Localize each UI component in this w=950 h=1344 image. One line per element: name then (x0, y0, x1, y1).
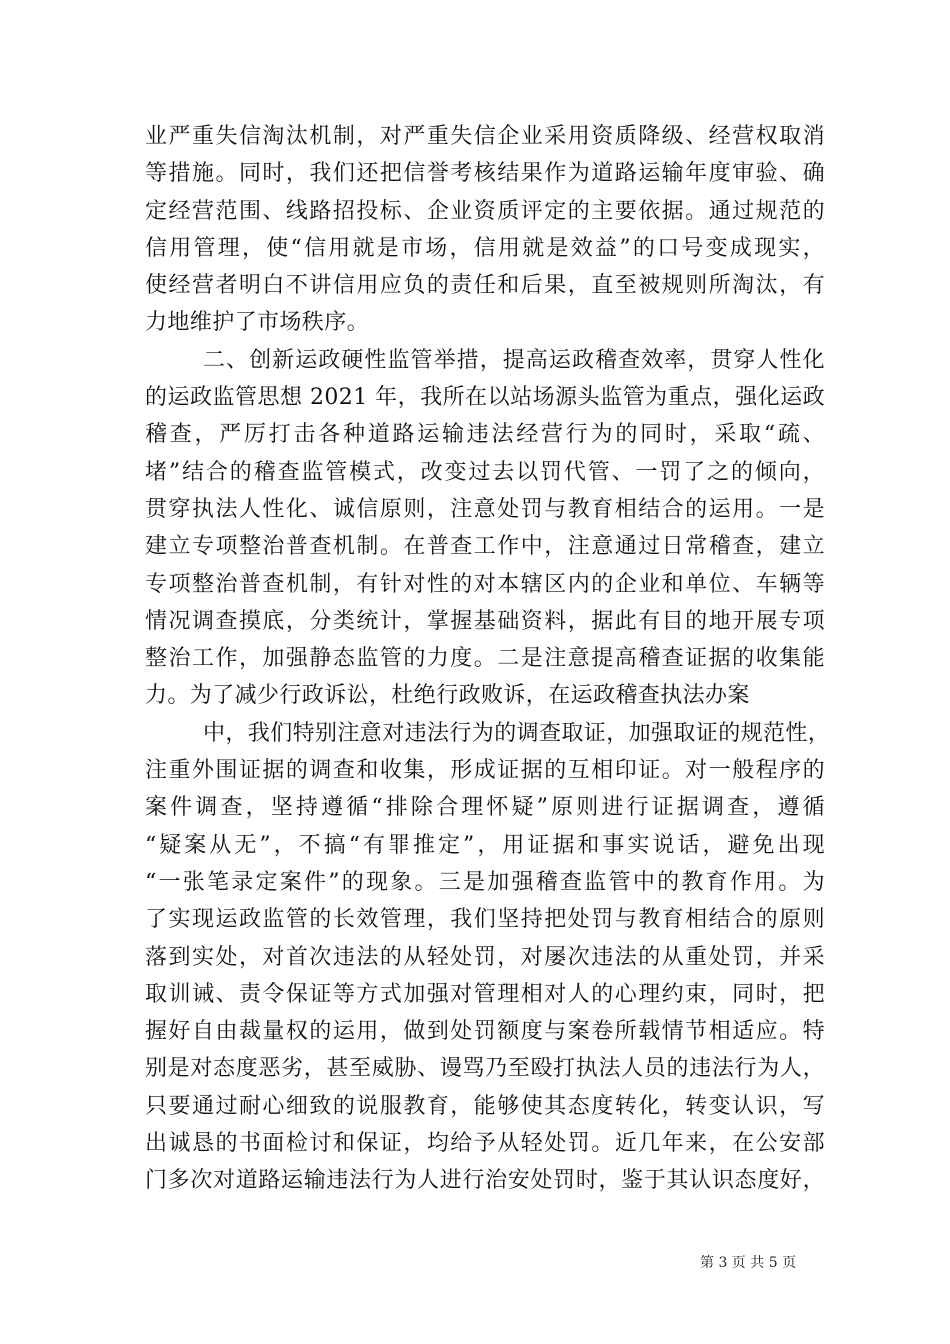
text-line: 业严重失信淘汰机制，对严重失信企业采用资质降级、经营权取消 (145, 124, 825, 149)
text-line: 门多次对道路运输违法行为人进行治安处罚时，鉴于其认识态度好， (145, 1168, 825, 1194)
text-line: 等措施。同时，我们还把信誉考核结果作为道路运输年度审验、确 (145, 161, 825, 187)
section-heading-line: 二、创新运政硬性监管举措，提高运政稽查效率，贯穿人性化 (203, 347, 825, 373)
body-text (145, 118, 831, 1200)
text-line: 力。为了减少行政诉讼，杜绝行政败诉，在运政稽查执法办案 (145, 683, 750, 709)
text-line: 取训诫、责令保证等方式加强对管理相对人的心理约束，同时，把 (145, 981, 825, 1007)
text-line: 稽查，严厉打击各种道路运输违法经营行为的同时，采取“疏、 (145, 422, 825, 448)
text-line: 握好自由裁量权的运用，做到处罚额度与案卷所载情节相适应。特 (145, 1019, 825, 1045)
text-line: 了实现运政监管的长效管理，我们坚持把处罚与教育相结合的原则 (145, 907, 825, 933)
text-line: 出诚恳的书面检讨和保证，均给予从轻处罚。近几年来，在公安部 (145, 1131, 825, 1157)
text-line: 建立专项整治普查机制。在普查工作中，注意通过日常稽查，建立 (145, 534, 825, 560)
text-line: 中，我们特别注意对违法行为的调查取证，加强取证的规范性， (203, 720, 831, 746)
page-number-footer: 第 3 页 共 5 页 (700, 1255, 797, 1271)
text-line: 使经营者明白不讲信用应负的责任和后果，直至被规则所淘汰，有 (145, 273, 825, 299)
text-line: 力地维护了市场秩序。 (145, 310, 370, 336)
text-line: 定经营范围、线路招投标、企业资质评定的主要依据。通过规范的 (145, 198, 825, 224)
text-line: 案件调查，坚持遵循“排除合理怀疑”原则进行证据调查，遵循 (145, 795, 825, 821)
text-line: 贯穿执法人性化、诚信原则，注意处罚与教育相结合的运用。一是 (145, 496, 825, 522)
text-line: “一张笔录定案件”的现象。三是加强稽查监管中的教育作用。为 (145, 869, 825, 895)
text-line: 别是对态度恶劣，甚至威胁、谩骂乃至殴打执法人员的违法行为人， (145, 1056, 825, 1082)
text-line: 注重外围证据的调查和收集，形成证据的互相印证。对一般程序的 (145, 758, 825, 784)
text-line: 情况调查摸底，分类统计，掌握基础资料，据此有目的地开展专项 (145, 608, 825, 634)
text-line: 只要通过耐心细致的说服教育，能够使其态度转化，转变认识，写 (145, 1093, 825, 1119)
text-line: 专项整治普查机制，有针对性的对本辖区内的企业和单位、车辆等 (145, 571, 825, 597)
text-line: 的运政监管思想 2021 年，我所在以站场源头监管为重点，强化运政 (145, 385, 825, 411)
text-line: 信用管理，使“信用就是市场，信用就是效益”的口号变成现实， (145, 235, 825, 261)
text-line: 堵”结合的稽查监管模式，改变过去以罚代管、一罚了之的倾向， (145, 459, 825, 485)
text-line: “疑案从无”，不搞“有罪推定”，用证据和事实说话，避免出现 (145, 832, 825, 858)
text-line: 整治工作，加强静态监管的力度。二是注意提高稽查证据的收集能 (145, 646, 825, 672)
text-line: 落到实处，对首次违法的从轻处罚，对屡次违法的从重处罚，并采 (145, 944, 825, 970)
